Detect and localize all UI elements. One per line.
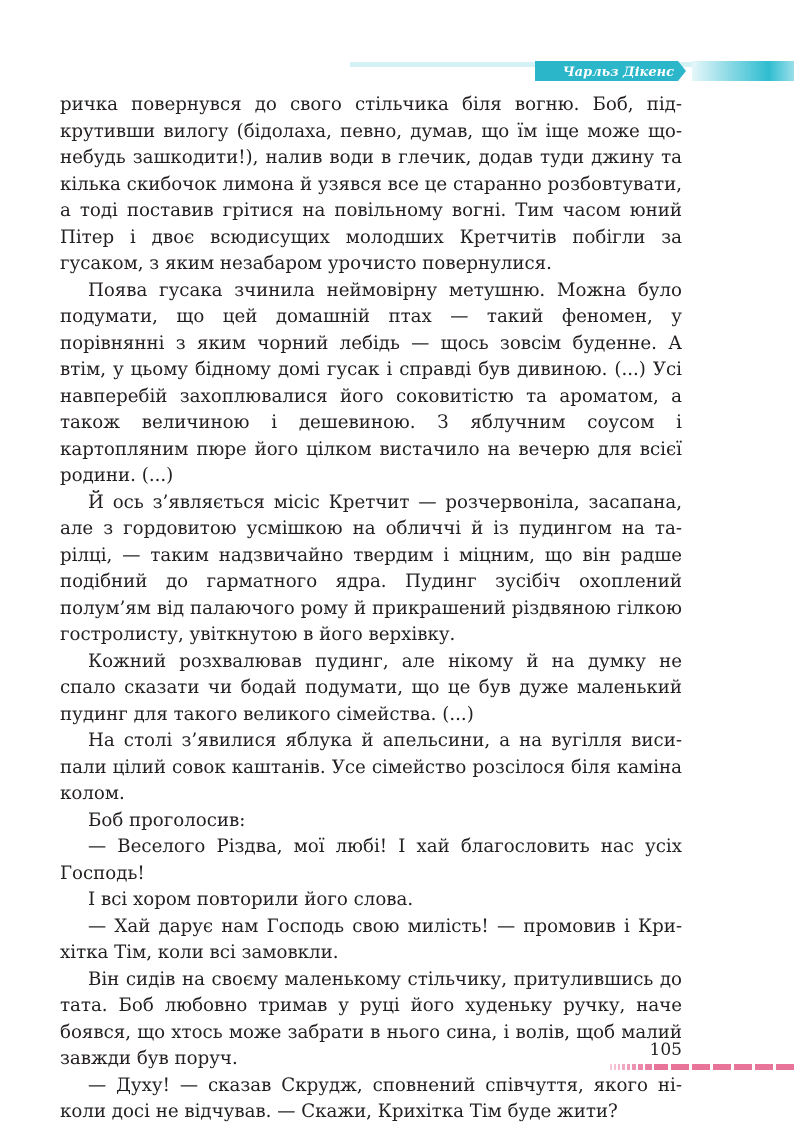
- paragraph: — Духу! — сказав Скрудж, сповнений співчуття, якого ніколи досі не відчував. — Скажи, Крихітка Тім буде жити?: [60, 1074, 682, 1122]
- paragraph: На столі з’явилися яблука й апельсини, а на вугілля висипали цілий совок каштанів. Усе сімейство розсілося біля каміна колом.: [60, 730, 682, 804]
- paragraph: Боб проголосив:: [88, 809, 246, 831]
- page-number: 105: [649, 1040, 682, 1060]
- paragraph: ричка повернувся до свого стільчика біля вогню. Боб, підкрутивши вилогу (бідолаха, певно, думав, що їм іще може що-небудь зашкодити!), налив води в глечик, додав туди джину та кілька скибочок лимона й узявся все це старанно розбовтувати, а тоді поставив грітися на повільному вогні. Тим часом юний Пітер і двоє всюдисущих молодших Кретчитів побігли за гусаком, з яким незабаром урочисто повернулися.: [60, 94, 682, 274]
- paragraph: — Веселого Різдва, мої любі! І хай благословить нас усіх Господь!: [60, 836, 682, 884]
- text-body: [60, 92, 682, 1126]
- paragraph: Поява гусака зчинила неймовірну метушню. Можна було подумати, що цей домашній птах — такий феномен, у порівнянні з яким чорний лебідь — щось зовсім буденне. А втім, у цьому бідному домі гусак і справді був дивиною. (...) Усі навперебій захоплювалися його соковитістю та ароматом, а також величиною і дешевиною. З яблучним соусом і картопляним пюре його цілком вистачило на вечерю для всієї родини. (...): [60, 279, 682, 486]
- paragraph: Кожний розхвалював пудинг, але нікому й на думку не спало сказати чи бодай подумати, що це був дуже маленький пудинг для такого великого сімейства. (...): [60, 650, 682, 725]
- paragraph: Й ось з’являється місіс Кретчит — розчервоніла, засапана, але з гордовитою усмішкою на обличчі й із пудингом на тарілці, — таким надзвичайно твердим і міцним, що він радше подібний до гарматного ядра. Пудинг зусібіч охоплений полум’ям від палаючого рому й прикрашений різдвяною гілкою гостролисту, увіткнутою в його верхівку.: [60, 491, 682, 645]
- paragraph: — Хай дарує нам Господь свою милість! — промовив і Крихітка Тім, коли всі замовкли.: [60, 915, 682, 963]
- footer-ribbon: [610, 1063, 794, 1071]
- footer-dashes: [610, 1063, 794, 1071]
- paragraph: І всі хором повторили його слова.: [88, 889, 414, 910]
- book-author-title: Чарльз Дікенс: [562, 65, 674, 80]
- paragraph: Він сидів на своєму маленькому стільчику, притулившись до тата. Боб любовно тримав у руці його худеньку ручку, наче боявся, що хтось може забрати в нього сина, і волів, щоб малий завжди був поруч.: [60, 968, 682, 1069]
